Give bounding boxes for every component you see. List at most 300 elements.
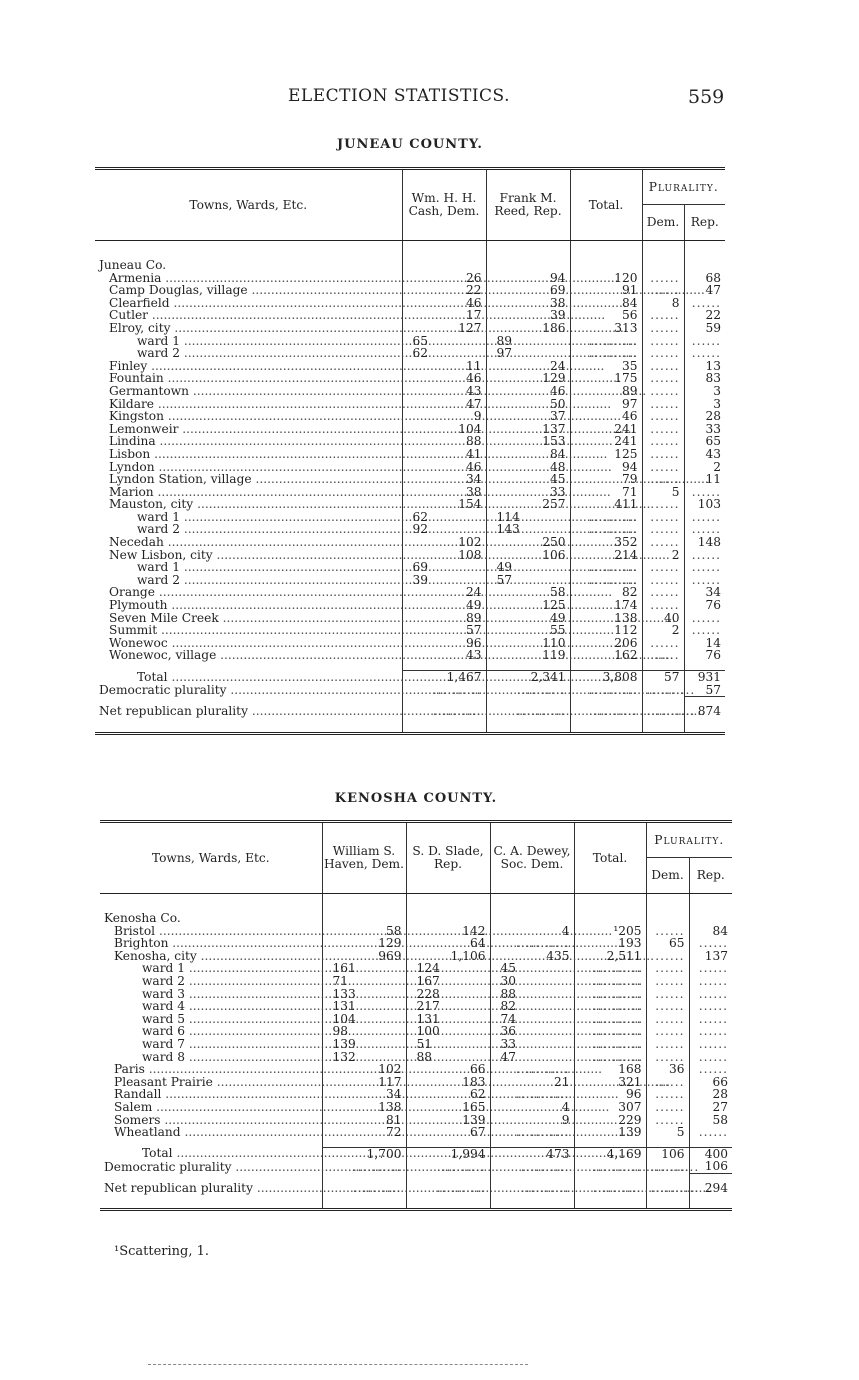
total-votes: 352 [570,536,642,549]
total-votes: .......... [570,561,642,574]
ward-votes: 49 [486,561,570,574]
plurality-dem: ...... [642,473,684,486]
plurality-dem: ...... [646,1101,689,1114]
candidate-votes: 11 [402,360,486,373]
plurality-rep: ...... [684,624,725,637]
empty-cell: .......... [574,1160,646,1173]
candidate-votes: 46 [486,385,570,398]
candidate-votes: 104 [402,423,486,436]
candidate-votes: 62 [406,1088,490,1101]
candidate-votes: 49 [486,612,570,625]
plurality-rep: ...... [684,523,725,536]
plurality-dem: ...... [642,372,684,385]
dem-plurality-label: Democratic plurality ..... [100,1160,322,1173]
footer-rule [148,1364,528,1365]
total-candidate-votes: 473 [490,1147,574,1160]
plurality-rep: 59 [684,322,725,335]
plurality-rep: ...... [684,486,725,499]
plurality-rep: 14 [684,637,725,650]
plurality-rep: 11 [684,473,725,486]
plurality-dem: ...... [646,1000,689,1013]
candidate-votes: 38 [486,297,570,310]
plurality-dem: 40 [642,612,684,625]
table-row [95,599,725,612]
empty-cell: .......... [402,684,486,697]
plurality-header: Plurality. [646,822,732,858]
empty-cell [684,241,725,272]
plurality-dem: ...... [646,1076,689,1089]
row-name: Lyndon Station, village ..... [95,473,402,486]
plurality-rep: ...... [689,962,732,975]
plurality-rep: 68 [684,272,725,285]
total-votes: 139 [574,1126,646,1139]
ward-votes: 124 [406,962,490,975]
candidate-votes: 129 [486,372,570,385]
total-header: Total. [574,822,646,894]
total-votes: .......... [574,962,646,975]
plurality-rep: ...... [684,561,725,574]
candidate-votes: 50 [486,398,570,411]
candidate-votes: 435 [490,950,574,963]
total-row [95,671,725,684]
plurality-dem: ...... [646,988,689,1001]
total-votes: ¹205 [574,925,646,938]
table-row [100,937,732,950]
ward-votes: 132 [322,1051,406,1064]
row-name: ward 4 ..... [100,1000,322,1013]
plurality-rep: 28 [684,410,725,423]
total-votes: 174 [570,599,642,612]
total-votes: 97 [570,398,642,411]
table-row [100,1038,732,1051]
plurality-rep: 84 [689,925,732,938]
plurality-rep: 2 [684,461,725,474]
page-number: 559 [688,86,725,108]
plurality-dem: ...... [642,435,684,448]
ward-votes: 57 [486,574,570,587]
plurality-dem: ...... [642,637,684,650]
total-votes: .......... [574,975,646,988]
candidate-votes: 153 [486,435,570,448]
candidate-votes: 89 [402,612,486,625]
candidate-votes: 22 [402,284,486,297]
plurality-dem: ...... [642,511,684,524]
total-votes: .......... [574,1025,646,1038]
candidate-votes: ........... [490,937,574,950]
plurality-dem: ...... [646,1088,689,1101]
row-name: Lisbon ..... [95,448,402,461]
candidate-votes: 137 [486,423,570,436]
candidate-votes: 21 [490,1076,574,1089]
total-header: Total. [570,169,642,241]
ward-votes: 71 [322,975,406,988]
total-votes: .......... [574,1000,646,1013]
plurality-dem: ...... [646,1114,689,1127]
plurality-rep: ...... [684,574,725,587]
row-name: Lemonweir ..... [95,423,402,436]
table-row [95,624,725,637]
empty-cell [689,894,732,925]
candidate-votes: 110 [486,637,570,650]
plurality-dem: 8 [642,297,684,310]
candidate-votes: 67 [406,1126,490,1139]
ward-votes: 82 [490,1000,574,1013]
plurality-rep: ...... [684,297,725,310]
candidate-votes: 186 [486,322,570,335]
total-candidate-votes: 1,994 [406,1147,490,1160]
total-votes: 96 [574,1088,646,1101]
total-votes: 175 [570,372,642,385]
plurality-rep: 47 [684,284,725,297]
candidate-votes: 43 [402,385,486,398]
candidate-votes: 119 [486,649,570,662]
ward-votes: 45 [490,962,574,975]
net-rep-plurality-value: 874 [684,705,725,733]
row-name: Lindina ..... [95,435,402,448]
candidate-votes: 34 [402,473,486,486]
row-name: Brighton ..... [100,937,322,950]
plurality-rep: ...... [684,612,725,625]
ward-votes: 131 [322,1000,406,1013]
row-name: Cutler ..... [95,309,402,322]
plurality-dem: ...... [642,536,684,549]
ward-votes: 47 [490,1051,574,1064]
candidate-votes: 9 [490,1114,574,1127]
ward-votes: 139 [322,1038,406,1051]
county-label-row [95,241,725,272]
total-votes: 162 [570,649,642,662]
plurality-dem: ...... [642,561,684,574]
candidate-votes: 183 [406,1076,490,1089]
total-votes: 84 [570,297,642,310]
plurality-dem: ...... [642,448,684,461]
row-name: Somers ..... [100,1114,322,1127]
empty-cell [646,1139,689,1148]
net-rep-plurality-label: Net republican plurality ..... [95,705,402,733]
table-row [95,649,725,662]
candidate-votes: 81 [322,1114,406,1127]
empty-cell: .......... [406,1160,490,1173]
empty-cell: .......... [642,705,684,733]
plurality-rep: ...... [689,1025,732,1038]
empty-cell [689,1139,732,1148]
total-votes: .......... [570,335,642,348]
plurality-rep: 34 [684,586,725,599]
total-votes: 193 [574,937,646,950]
total-candidate-votes: 1,467 [402,671,486,684]
total-votes: 91 [570,284,642,297]
plurality-dem: ...... [642,586,684,599]
running-title: ELECTION STATISTICS. [288,86,510,106]
empty-cell: .......... [646,1160,689,1173]
candidate-votes: 46 [402,372,486,385]
dem-plurality-value: 57 [684,684,725,697]
plurality-rep: 33 [684,423,725,436]
plurality-rep: ...... [684,549,725,562]
empty-cell: .......... [570,684,642,697]
row-name: Wonewoc ..... [95,637,402,650]
plurality-rep: 83 [684,372,725,385]
plurality-rep: ...... [684,511,725,524]
candidate-votes: 102 [402,536,486,549]
plurality-rep: 43 [684,448,725,461]
empty-cell [646,894,689,925]
row-name: ward 1 ..... [95,511,402,524]
total-row [100,1147,732,1160]
row-name: ward 2 ..... [95,574,402,587]
candidate-votes: 4 [490,1101,574,1114]
empty-cell [490,894,574,925]
ward-votes: 62 [402,347,486,360]
candidate-votes: 9 [402,410,486,423]
plurality-rep: 3 [684,385,725,398]
candidate-votes: 69 [486,284,570,297]
row-name: ward 7 ..... [100,1038,322,1051]
table-row [100,1126,732,1139]
ward-votes: 167 [406,975,490,988]
ward-votes: 217 [406,1000,490,1013]
row-name: Orange ..... [95,586,402,599]
total-votes: 241 [570,435,642,448]
juneau-election-table [95,167,725,735]
candidate-votes: 125 [486,599,570,612]
plurality-dem: ...... [642,335,684,348]
plurality-dem: ...... [642,649,684,662]
kenosha-county-title: KENOSHA COUNTY. [334,791,498,806]
total-candidate-votes: 1,700 [322,1147,406,1160]
plurality-rep: ...... [689,975,732,988]
candidate-votes: 154 [402,498,486,511]
candidate-votes: 96 [402,637,486,650]
total-votes: 229 [574,1114,646,1127]
total-votes: .......... [574,988,646,1001]
footnote: ¹Scattering, 1. [114,1244,210,1259]
candidate-votes: 58 [322,925,406,938]
total-votes: 241 [570,423,642,436]
ward-votes: 92 [402,523,486,536]
plurality-rep: ...... [684,347,725,360]
plurality-dem: 2 [642,624,684,637]
table-row [95,498,725,511]
ward-votes: 97 [486,347,570,360]
total-votes: 2,511 [574,950,646,963]
candidate-votes: 108 [402,549,486,562]
ward-votes: 100 [406,1025,490,1038]
row-name: Necedah ..... [95,536,402,549]
plurality-rep: ...... [684,335,725,348]
plurality-dem: ...... [642,272,684,285]
candidate-votes: ........... [490,1088,574,1101]
candidate-votes: ........... [490,1063,574,1076]
plurality-dem: ...... [642,347,684,360]
empty-cell: .......... [486,705,570,733]
dem-plurality-value: 106 [689,1160,732,1173]
row-name: Bristol ..... [100,925,322,938]
ward-votes: 33 [490,1038,574,1051]
plurality-rep: 103 [684,498,725,511]
empty-cell [574,894,646,925]
row-name: Lyndon ..... [95,461,402,474]
ward-votes: 74 [490,1013,574,1026]
plurality-dem: ...... [642,423,684,436]
plurality-rep: 28 [689,1088,732,1101]
plurality-dem: 65 [646,937,689,950]
candidate-votes: 1,106 [406,950,490,963]
candidate-votes: 46 [402,297,486,310]
plurality-dem: ...... [646,1038,689,1051]
total-votes: .......... [574,1013,646,1026]
net-rep-plurality-row [100,1182,732,1210]
plurality-dem: ...... [642,574,684,587]
table-row [100,1000,732,1013]
total-votes: 35 [570,360,642,373]
towns-header: Towns, Wards, Etc. [95,169,402,241]
plurality-rep: 27 [689,1101,732,1114]
empty-cell [406,894,490,925]
ward-votes: 104 [322,1013,406,1026]
total-plurality-dem: 106 [646,1147,689,1160]
table-row [95,322,725,335]
row-name: Mauston, city ..... [95,498,402,511]
ward-votes: 36 [490,1025,574,1038]
plurality-rep-header: Rep. [689,858,732,894]
plurality-dem: ...... [642,461,684,474]
ward-votes: 65 [402,335,486,348]
candidate-votes: 45 [486,473,570,486]
row-name: ward 1 ..... [95,335,402,348]
total-votes: 112 [570,624,642,637]
candidate-votes: 138 [322,1101,406,1114]
candidate-votes: 48 [486,461,570,474]
empty-cell: .......... [642,684,684,697]
total-votes: 307 [574,1101,646,1114]
row-name: ward 8 ..... [100,1051,322,1064]
total-plurality-rep: 400 [689,1147,732,1160]
empty-cell: .......... [490,1160,574,1173]
plurality-rep: 3 [684,398,725,411]
row-name: Camp Douglas, village ..... [95,284,402,297]
total-votes: 46 [570,410,642,423]
plurality-dem: 5 [646,1126,689,1139]
county-label: Juneau Co. [99,258,167,272]
empty-cell: .......... [486,684,570,697]
candidate-votes: 55 [486,624,570,637]
ward-votes: 88 [406,1051,490,1064]
table-row [100,1063,732,1076]
candidate-votes: 88 [402,435,486,448]
empty-cell [642,241,684,272]
ward-votes: 228 [406,988,490,1001]
plurality-rep-header: Rep. [684,205,725,241]
dem-plurality-row [100,1160,732,1173]
empty-cell: .......... [490,1182,574,1210]
total-candidate-votes: 2,341 [486,671,570,684]
candidate-votes: 57 [402,624,486,637]
plurality-dem: ...... [642,322,684,335]
total-votes: 313 [570,322,642,335]
plurality-dem: ...... [642,410,684,423]
row-name: ward 5 ..... [100,1013,322,1026]
ward-votes: 98 [322,1025,406,1038]
row-name: ward 1 ..... [95,561,402,574]
row-name: ward 6 ..... [100,1025,322,1038]
candidate-votes: 46 [402,461,486,474]
candidate-votes: 26 [402,272,486,285]
total-votes: 125 [570,448,642,461]
total-votes: 214 [570,549,642,562]
empty-cell: .......... [322,1182,406,1210]
ward-votes: 39 [402,574,486,587]
candidate-header-dewey: C. A. Dewey, Soc. Dem. [490,822,574,894]
candidate-votes: 64 [406,937,490,950]
candidate-votes: 84 [486,448,570,461]
plurality-rep: 76 [684,599,725,612]
ward-votes: 62 [402,511,486,524]
plurality-dem-header: Dem. [642,205,684,241]
candidate-votes: 106 [486,549,570,562]
table-row [95,410,725,423]
plurality-dem: ...... [646,1025,689,1038]
total-votes: 411 [570,498,642,511]
row-name: Elroy, city ..... [95,322,402,335]
total-votes: .......... [570,574,642,587]
total-votes: 89 [570,385,642,398]
row-name: Summit ..... [95,624,402,637]
row-name: Paris ..... [100,1063,322,1076]
total-votes: .......... [574,1038,646,1051]
ward-votes: 69 [402,561,486,574]
row-name: Salem ..... [100,1101,322,1114]
candidate-votes: 117 [322,1076,406,1089]
candidate-votes: 24 [402,586,486,599]
plurality-dem-header: Dem. [646,858,689,894]
plurality-rep: ...... [689,988,732,1001]
candidate-votes: 41 [402,448,486,461]
candidate-votes: 969 [322,950,406,963]
county-label: Kenosha Co. [104,911,181,925]
plurality-rep: 22 [684,309,725,322]
candidate-header-haven: William S. Haven, Dem. [322,822,406,894]
row-name: New Lisbon, city ..... [95,549,402,562]
candidate-votes: 37 [486,410,570,423]
row-name: ward 1 ..... [100,962,322,975]
empty-cell: .......... [646,1182,689,1210]
total-votes: 206 [570,637,642,650]
ward-votes: 114 [486,511,570,524]
candidate-votes: 38 [402,486,486,499]
table-row [95,385,725,398]
plurality-dem: ...... [642,398,684,411]
plurality-rep: ...... [689,1038,732,1051]
plurality-dem: 2 [642,549,684,562]
candidate-votes: 33 [486,486,570,499]
empty-cell [486,241,570,272]
candidate-votes: 257 [486,498,570,511]
plurality-dem: ...... [646,975,689,988]
plurality-rep: 58 [689,1114,732,1127]
row-name: Randall ..... [100,1088,322,1101]
net-rep-plurality-label: Net republican plurality ..... [100,1182,322,1210]
table-row [100,975,732,988]
ward-votes: 88 [490,988,574,1001]
ward-votes: 30 [490,975,574,988]
total-votes: 94 [570,461,642,474]
net-rep-plurality-value: 294 [689,1182,732,1210]
row-name: Germantown ..... [95,385,402,398]
candidate-header-cash: Wm. H. H. Cash, Dem. [402,169,486,241]
plurality-dem: ...... [642,309,684,322]
total-votes: .......... [570,523,642,536]
